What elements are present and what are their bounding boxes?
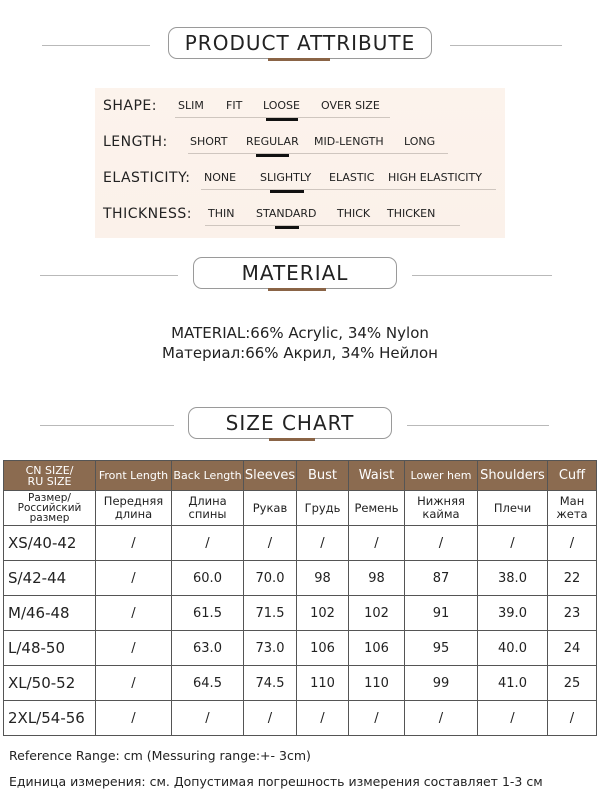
- attr-option-selected: STANDARD: [256, 207, 317, 220]
- table-cell: 110: [297, 666, 349, 701]
- table-header-row-en: [4, 461, 597, 491]
- table-row: [4, 596, 597, 631]
- table-cell: 102: [349, 596, 405, 631]
- attr-selected-marker: [275, 226, 299, 229]
- table-cell: 41.0: [478, 666, 548, 701]
- table-cell: 24: [548, 631, 597, 666]
- attr-baseline: [188, 153, 448, 154]
- table-cell: /: [96, 631, 172, 666]
- footer-reference-en: Reference Range: cm (Messuring range:+- 3cm): [9, 748, 311, 763]
- size-chart-header: [0, 405, 600, 445]
- table-row: [4, 561, 597, 596]
- material-header: [0, 255, 600, 295]
- material-title: MATERIAL: [193, 257, 397, 289]
- column-header-ru: Грудь: [297, 491, 349, 526]
- table-cell: /: [405, 526, 478, 561]
- material-line-en: MATERIAL:66% Acrylic, 34% Nylon: [171, 324, 429, 342]
- table-cell: 39.0: [478, 596, 548, 631]
- column-header: Lower hem: [405, 461, 478, 491]
- attr-option: FIT: [226, 99, 243, 112]
- table-row: [4, 631, 597, 666]
- column-header: Bust: [297, 461, 349, 491]
- table-cell: 63.0: [172, 631, 244, 666]
- attr-option: OVER SIZE: [321, 99, 380, 112]
- attr-option: THIN: [208, 207, 235, 220]
- column-header-ru: Плечи: [478, 491, 548, 526]
- attr-selected-marker: [266, 118, 298, 121]
- attr-option: THICKEN: [387, 207, 436, 220]
- table-cell: 22: [548, 561, 597, 596]
- table-cell: 91: [405, 596, 478, 631]
- attr-option-selected: LOOSE: [263, 99, 300, 112]
- size-cell: S/42-44: [4, 561, 96, 596]
- table-cell: 110: [349, 666, 405, 701]
- title-underline: [268, 288, 326, 291]
- table-cell: /: [96, 666, 172, 701]
- size-cell: XS/40-42: [4, 526, 96, 561]
- table-cell: 87: [405, 561, 478, 596]
- table-cell: /: [96, 561, 172, 596]
- table-cell: 102: [297, 596, 349, 631]
- table-cell: /: [172, 526, 244, 561]
- table-cell: /: [96, 701, 172, 736]
- size-chart-title: SIZE CHART: [188, 407, 392, 439]
- footer-reference-ru: Единица измерения: см. Допустимая погрешность измерения составляет 1-3 см: [9, 774, 543, 789]
- column-header: Waist: [349, 461, 405, 491]
- title-underline: [268, 58, 330, 61]
- attr-option: THICK: [337, 207, 371, 220]
- table-cell: 106: [297, 631, 349, 666]
- column-header: CN SIZE/ RU SIZE: [4, 461, 96, 491]
- attr-baseline: [201, 189, 496, 190]
- header-rule-right: [450, 45, 562, 46]
- table-cell: 23: [548, 596, 597, 631]
- attr-option: SHORT: [190, 135, 228, 148]
- column-header: Cuff: [548, 461, 597, 491]
- header-rule-left: [42, 45, 150, 46]
- table-cell: 38.0: [478, 561, 548, 596]
- attr-row-length: [103, 128, 503, 158]
- table-cell: /: [297, 526, 349, 561]
- attr-option-selected: REGULAR: [246, 135, 299, 148]
- column-header-ru: Нижняя кайма: [405, 491, 478, 526]
- table-cell: 95: [405, 631, 478, 666]
- attr-selected-marker: [256, 154, 289, 157]
- attr-option-selected: SLIGHTLY: [260, 171, 312, 184]
- column-header: Sleeves: [244, 461, 297, 491]
- attr-label: THICKNESS:: [103, 206, 192, 222]
- attr-label: ELASTICITY:: [103, 170, 191, 186]
- table-cell: 106: [349, 631, 405, 666]
- table-cell: /: [548, 701, 597, 736]
- attr-option: MID-LENGTH: [314, 135, 384, 148]
- header-rule-left: [40, 275, 178, 276]
- table-cell: /: [244, 701, 297, 736]
- attr-label: LENGTH:: [103, 134, 168, 150]
- table-cell: /: [297, 701, 349, 736]
- attr-row-elasticity: [103, 164, 503, 194]
- table-cell: 71.5: [244, 596, 297, 631]
- table-cell: 40.0: [478, 631, 548, 666]
- table-cell: 64.5: [172, 666, 244, 701]
- column-header: Front Length: [96, 461, 172, 491]
- column-header-ru: Ман жета: [548, 491, 597, 526]
- size-chart-table: [3, 460, 597, 736]
- table-header-row-ru: [4, 491, 597, 526]
- size-cell: M/46-48: [4, 596, 96, 631]
- attr-label: SHAPE:: [103, 98, 157, 114]
- table-cell: /: [244, 526, 297, 561]
- column-header-ru: Передняя длина: [96, 491, 172, 526]
- size-cell: 2XL/54-56: [4, 701, 96, 736]
- table-cell: /: [478, 701, 548, 736]
- material-line-ru: Материал:66% Акрил, 34% Нейлон: [162, 344, 438, 362]
- column-header: Shoulders: [478, 461, 548, 491]
- table-cell: /: [349, 526, 405, 561]
- column-header-ru: Длина спины: [172, 491, 244, 526]
- table-row: [4, 526, 597, 561]
- product-attribute-header: [0, 25, 600, 65]
- table-row: [4, 701, 597, 736]
- size-cell: XL/50-52: [4, 666, 96, 701]
- table-cell: 74.5: [244, 666, 297, 701]
- table-cell: /: [548, 526, 597, 561]
- table-cell: /: [349, 701, 405, 736]
- column-header-ru: Рукав: [244, 491, 297, 526]
- attr-row-shape: [103, 92, 503, 122]
- table-cell: 70.0: [244, 561, 297, 596]
- table-cell: 98: [349, 561, 405, 596]
- table-cell: /: [96, 526, 172, 561]
- column-header: Back Length: [172, 461, 244, 491]
- attr-option: LONG: [404, 135, 436, 148]
- attr-row-thickness: [103, 200, 503, 230]
- table-cell: 98: [297, 561, 349, 596]
- size-table-body: [4, 461, 597, 736]
- attribute-panel: [95, 88, 505, 238]
- column-header-ru: Ремень: [349, 491, 405, 526]
- header-rule-right: [407, 425, 549, 426]
- attr-option: HIGH ELASTICITY: [388, 171, 482, 184]
- table-cell: /: [405, 701, 478, 736]
- size-cell: L/48-50: [4, 631, 96, 666]
- header-rule-left: [40, 425, 174, 426]
- table-cell: 61.5: [172, 596, 244, 631]
- attr-baseline: [205, 225, 460, 226]
- header-rule-right: [412, 275, 552, 276]
- column-header-ru: Размер/ Российский размер: [4, 491, 96, 526]
- table-cell: /: [172, 701, 244, 736]
- product-attribute-title: PRODUCT ATTRIBUTE: [168, 27, 432, 59]
- attr-selected-marker: [270, 190, 304, 193]
- attr-option: ELASTIC: [329, 171, 375, 184]
- table-cell: 60.0: [172, 561, 244, 596]
- table-cell: 73.0: [244, 631, 297, 666]
- table-cell: 99: [405, 666, 478, 701]
- table-row: [4, 666, 597, 701]
- table-cell: /: [478, 526, 548, 561]
- table-cell: 25: [548, 666, 597, 701]
- table-cell: /: [96, 596, 172, 631]
- attr-option: SLIM: [178, 99, 204, 112]
- attr-option: NONE: [204, 171, 237, 184]
- title-underline: [269, 438, 315, 441]
